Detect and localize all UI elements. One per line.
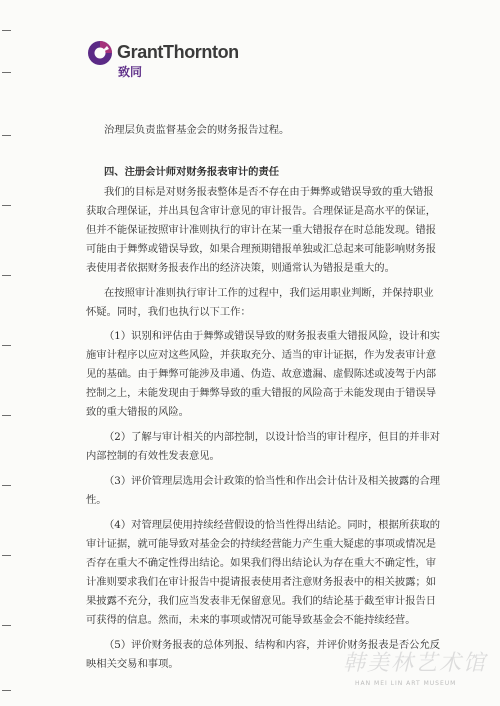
paragraph-line: 但并不能保证按照审计准则执行的审计在某一重大错报存在时总能发现。错报 [86, 224, 437, 236]
paragraph-line: 获取合理保证，并出具包含审计意见的审计报告。合理保证是高水平的保证， [86, 205, 437, 217]
binding-mark [2, 625, 11, 626]
paragraph-line: 可能由于舞弊或错误导致，如果合理预期错报单独或汇总起来可能影响财务报 [86, 243, 437, 255]
paragraph-line: 在按照审计准则执行审计工作的过程中，我们运用职业判断，并保持职业 [104, 287, 434, 299]
list-item-line: （4）对管理层使用持续经营假设的恰当性得出结论。同时，根据所获取的 [104, 519, 441, 531]
intro-line: 治理层负责监督基金会的财务报告过程。 [104, 124, 290, 136]
list-item-line: 计准则要求我们在审计报告中提请报表使用者注意财务报表中的相关披露；如 [86, 576, 437, 588]
list-item-line: 控制之上，未能发现由于舞弊导致的重大错报的风险高于未能发现由于错误导 [86, 387, 437, 399]
list-item-line: （1）识别和评估由于舞弊或错误导致的财务报表重大错报风险，设计和实 [104, 330, 441, 342]
list-item-line: （5）评价财务报表的总体列报、结构和内容，并评价财务报表是否公允反 [104, 639, 441, 651]
logo-name: GrantThornton [117, 42, 239, 62]
logo-name-cn: 致同 [118, 65, 143, 79]
binding-mark [2, 555, 11, 556]
binding-mark [2, 30, 11, 31]
binding-mark [2, 275, 11, 276]
list-item-line: （3）评价管理层选用会计政策的恰当性和作出会计估计及相关披露的合理 [104, 475, 441, 487]
list-item-line: 可获得的信息。然而，未来的事项或情况可能导致基金会不能持续经营。 [86, 614, 416, 626]
watermark-en: HAN MEI LIN ART MUSEUM [355, 680, 457, 687]
list-item-line: （2）了解与审计相关的内部控制，以设计恰当的审计程序，但目的并非对 [104, 431, 441, 443]
paragraph-line: 怀疑。同时，我们也执行以下工作： [86, 306, 251, 318]
binding-mark [2, 415, 11, 416]
list-item-line: 果披露不充分，我们应当发表非无保留意见。我们的结论基于截至审计报告日 [86, 595, 437, 607]
watermark-cn: 韩美林艺术馆 [343, 651, 488, 676]
paragraph-line: 我们的目标是对财务报表整体是否不存在由于舞弊或错误导致的重大错报 [104, 186, 434, 198]
list-item-line: 见的基础。由于舞弊可能涉及串通、伪造、故意遗漏、虚假陈述或凌驾于内部 [86, 368, 437, 380]
section-heading: 四、注册会计师对财务报表审计的责任 [104, 166, 280, 178]
binding-mark [2, 72, 11, 73]
list-item-line: 审计证据，就可能导致对基金会的持续经营能力产生重大疑虑的事项或情况是 [86, 538, 437, 550]
binding-mark [2, 485, 11, 486]
list-item-line: 内部控制的有效性发表意见。 [86, 450, 220, 462]
list-item-line: 施审计程序以应对这些风险，并获取充分、适当的审计证据，作为发表审计意 [86, 349, 437, 361]
museum-watermark [333, 646, 498, 706]
grant-thornton-logo [87, 40, 247, 80]
binding-mark [2, 690, 11, 691]
list-item-line: 否存在重大不确定性得出结论。如果我们得出结论认为存在重大不确定性，审 [86, 557, 437, 569]
binding-mark [2, 135, 11, 136]
list-item-line: 性。 [86, 494, 107, 506]
binding-mark [2, 205, 11, 206]
list-item-line: 致的重大错报的风险。 [86, 406, 189, 418]
list-item-line: 映相关交易和事项。 [86, 658, 179, 670]
binding-mark [2, 345, 11, 346]
paragraph-line: 表使用者依据财务报表作出的经济决策，则通常认为错报是重大的。 [86, 262, 395, 274]
logo-mark-icon [87, 40, 113, 66]
